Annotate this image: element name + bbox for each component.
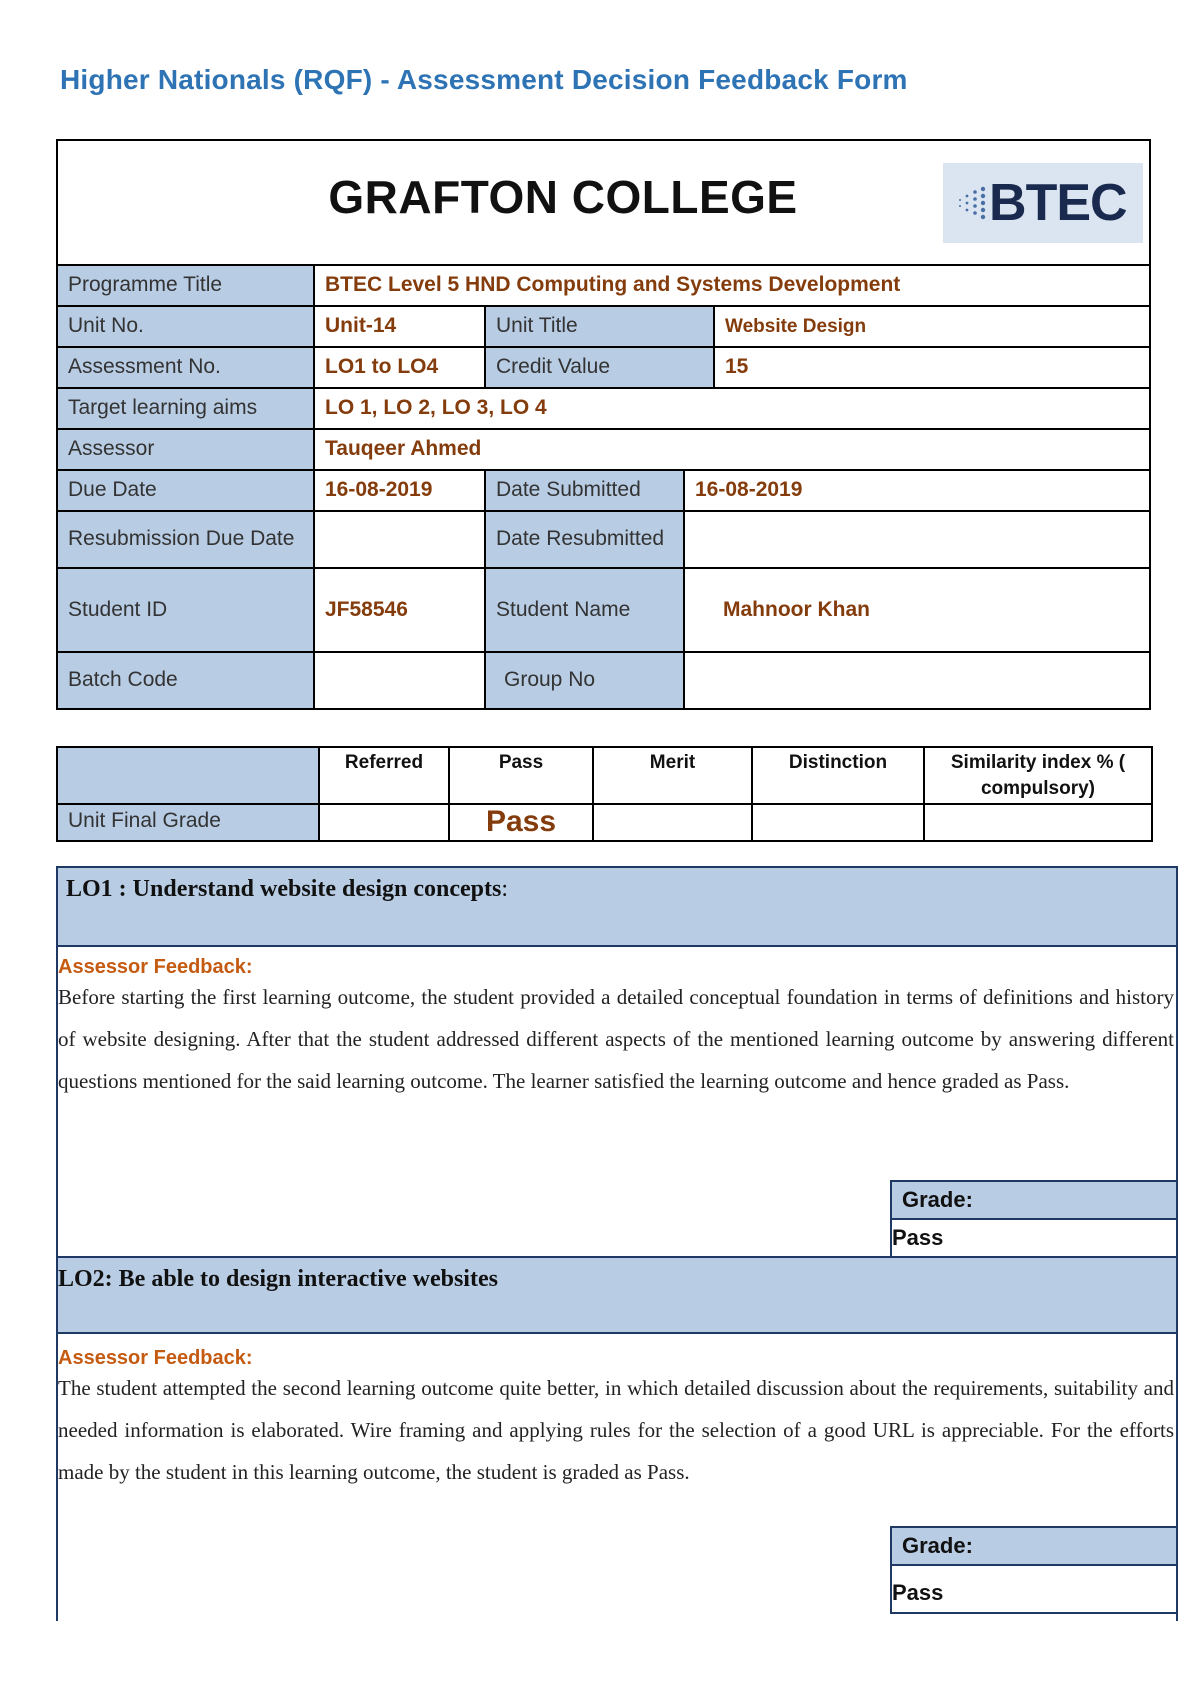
assessment-no-value: LO1 to LO4 [314, 347, 485, 388]
lo1-title: LO1 : Understand website design concepts [66, 876, 502, 902]
target-aims-label: Target learning aims [57, 388, 314, 429]
grade-header-merit: Merit [593, 747, 752, 804]
college-header [57, 140, 1150, 265]
resubmission-due-label: Resubmission Due Date [57, 511, 314, 568]
unit-title-value: Website Design [714, 306, 1150, 347]
lo2-title-bar [58, 1256, 1176, 1334]
lo2-grade-value: Pass [892, 1566, 1176, 1614]
lo2-title: LO2: Be able to design interactive websites [58, 1266, 498, 1292]
lo2-grade-label: Grade: [892, 1528, 1176, 1566]
student-name-value: Mahnoor Khan [684, 568, 1150, 652]
lo1-grade-box [890, 1180, 1178, 1260]
lo2-feedback-label: Assessor Feedback: [58, 1347, 253, 1369]
programme-title-label: Programme Title [57, 265, 314, 306]
assessment-no-label: Assessment No. [57, 347, 314, 388]
credit-value-value: 15 [714, 347, 1150, 388]
date-submitted-label: Date Submitted [485, 470, 684, 511]
lo1-feedback-label: Assessor Feedback: [58, 956, 253, 978]
assessor-value: Tauqeer Ahmed [314, 429, 1150, 470]
lo1-feedback-text: Before starting the first learning outcome, the student provided a detailed conceptual foundation in terms of definitions and history of website designing. After that the student addressed different aspects of the mentioned learning outcome by answering different questions mentioned for the said learning outcome. The learner satisfied the learning outcome and hence graded as Pass. [58, 985, 1174, 1093]
grade-header-similarity: Similarity index % ( compulsory) [924, 747, 1152, 804]
grade-referred-value [319, 804, 449, 841]
due-date-label: Due Date [57, 470, 314, 511]
assessment-info-table [56, 139, 1151, 710]
batch-code-value [314, 652, 485, 709]
logo-dots-icon [953, 183, 989, 223]
assessor-label: Assessor [57, 429, 314, 470]
due-date-value: 16-08-2019 [314, 470, 485, 511]
unit-title-label: Unit Title [485, 306, 714, 347]
college-name: GRAFTON COLLEGE [328, 171, 798, 223]
lo2-feedback-text: The student attempted the second learning outcome quite better, in which detailed discussion about the requirements, suitability and needed information is elaborated. Wire framing and applying rules for the selection of a good URL is appreciable. For the efforts made by the student in this learning outcome, the student is graded as Pass. [58, 1376, 1174, 1484]
unit-final-grade-label: Unit Final Grade [57, 804, 319, 841]
grade-merit-value [593, 804, 752, 841]
lo1-title-bar [58, 866, 1176, 947]
lo1-grade-value: Pass [892, 1220, 1176, 1258]
student-id-label: Student ID [57, 568, 314, 652]
lo1-title-suffix: : [501, 876, 509, 902]
unit-no-label: Unit No. [57, 306, 314, 347]
group-no-label: Group No [485, 652, 684, 709]
group-no-value [684, 652, 1150, 709]
resubmission-due-value [314, 511, 485, 568]
credit-value-label: Credit Value [485, 347, 714, 388]
grade-header-blank [57, 747, 319, 804]
student-name-label: Student Name [485, 568, 684, 652]
lo1-grade-label: Grade: [892, 1182, 1176, 1220]
grade-similarity-value [924, 804, 1152, 841]
grade-header-referred: Referred [319, 747, 449, 804]
form-heading: Higher Nationals (RQF) - Assessment Decision Feedback Form [60, 64, 908, 95]
grade-pass-value: Pass [449, 804, 593, 841]
unit-grade-table [56, 746, 1153, 842]
logo-text: BTEC [989, 173, 1127, 232]
target-aims-value: LO 1, LO 2, LO 3, LO 4 [314, 388, 1150, 429]
unit-no-value: Unit-14 [314, 306, 485, 347]
grade-header-distinction: Distinction [752, 747, 924, 804]
student-id-value: JF58546 [314, 568, 485, 652]
date-resubmitted-value [684, 511, 1150, 568]
grade-header-pass: Pass [449, 747, 593, 804]
batch-code-label: Batch Code [57, 652, 314, 709]
date-resubmitted-label: Date Resubmitted [485, 511, 684, 568]
btec-logo [943, 163, 1143, 243]
lo2-grade-box [890, 1526, 1178, 1614]
date-submitted-value: 16-08-2019 [684, 470, 1150, 511]
programme-title-value: BTEC Level 5 HND Computing and Systems Development [314, 265, 1150, 306]
grade-distinction-value [752, 804, 924, 841]
